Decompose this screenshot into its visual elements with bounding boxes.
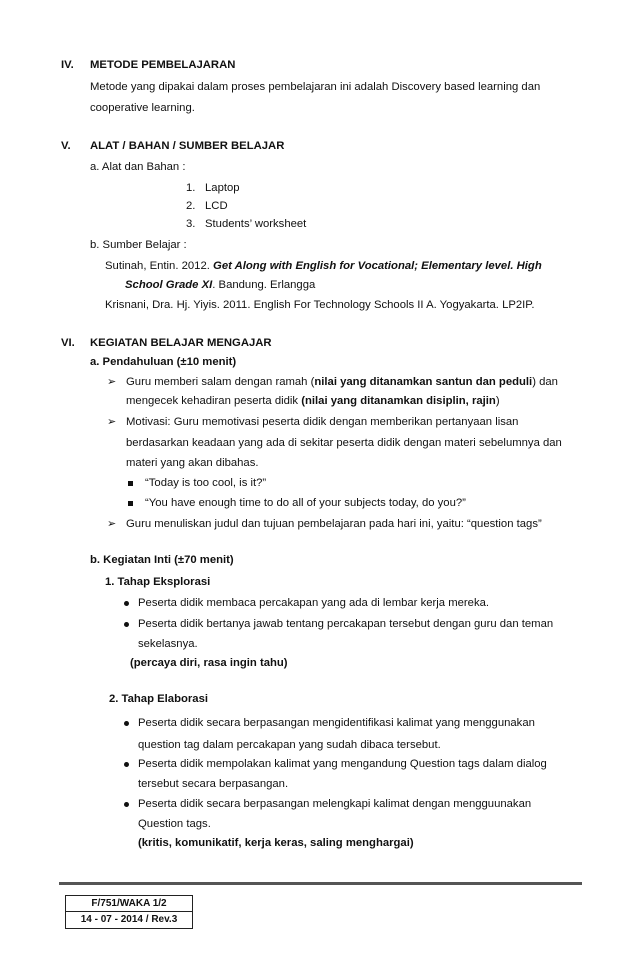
footer-form-code: F/751/WAKA 1/2	[91, 898, 167, 909]
exploration-title: 1. Tahap Eksplorasi	[105, 576, 211, 588]
opening-item-3: Guru menuliskan judul dan tujuan pembelajaran pada hari ini, yaitu: “question tags”	[126, 518, 542, 530]
reference-1-author: Sutinah, Entin. 2012.	[105, 260, 214, 272]
footer-box-divider	[66, 911, 192, 912]
elaboration-point-3-line2: Question tags.	[138, 818, 211, 830]
opening-item-2-line1: Motivasi: Guru memotivasi peserta didik dengan memberikan pertanyaan lisan	[126, 416, 519, 428]
text-run: )	[495, 395, 500, 407]
dot-bullet-icon	[124, 596, 129, 610]
text-run: mengecek kehadiran peserta didik	[126, 395, 302, 407]
text-run: Guru memberi salam dengan ramah (	[126, 376, 315, 388]
exploration-values: (percaya diri, rasa ingin tahu)	[130, 657, 288, 669]
question-example-1: “Today is too cool, is it?”	[145, 477, 267, 489]
opening-title: a. Pendahuluan (±10 menit)	[90, 356, 237, 368]
elaboration-values: (kritis, komunikatif, kerja keras, saling menghargai)	[138, 837, 414, 849]
elaboration-point-2-line1: Peserta didik mempolakan kalimat yang mengandung Question tags dalam dialog	[138, 758, 547, 770]
section-4-text-line2: cooperative learning.	[90, 102, 195, 114]
elaboration-point-1-line1: Peserta didik secara berpasangan mengidentifikasi kalimat yang menggunakan	[138, 717, 535, 729]
exploration-point-1: Peserta didik membaca percakapan yang ada di lembar kerja mereka.	[138, 597, 490, 609]
tool-item: Laptop	[205, 182, 240, 194]
tool-item: Students’ worksheet	[205, 218, 307, 230]
dot-bullet-icon	[124, 757, 129, 771]
exploration-point-2-line1: Peserta didik bertanya jawab tentang percakapan tersebut dengan guru dan teman	[138, 618, 554, 630]
arrow-bullet-icon: ➢	[107, 376, 117, 388]
tool-number: 1.	[186, 182, 196, 194]
elaboration-point-1-line2: question tag dalam percakapan yang sudah dibaca tersebut.	[138, 739, 441, 751]
opening-item-1-line2	[126, 394, 500, 408]
section-5-number: V.	[61, 140, 71, 152]
exploration-point-2-line2: sekelasnya.	[138, 638, 198, 650]
footer-divider	[59, 882, 582, 885]
tool-number: 3.	[186, 218, 196, 230]
reference-1-line1	[105, 259, 542, 273]
section-4-title: METODE PEMBELAJARAN	[90, 59, 236, 71]
core-activity-title: b. Kegiatan Inti (±70 menit)	[90, 554, 234, 566]
value-note: nilai yang ditanamkan santun dan peduli	[314, 376, 533, 388]
dot-bullet-icon	[124, 716, 129, 730]
text-run: ) dan	[532, 376, 558, 388]
tool-number: 2.	[186, 200, 196, 212]
arrow-bullet-icon: ➢	[107, 518, 117, 530]
opening-item-2-line2: berdasarkan keadaan yang ada di sekitar peserta didik dengan materi sebelumnya dan	[126, 437, 562, 449]
tool-item: LCD	[205, 200, 228, 212]
reference-1-line2	[125, 278, 315, 292]
section-4-number: IV.	[61, 59, 74, 71]
reference-1-book-title: Get Along with English for Vocational; Elementary level. High	[213, 260, 542, 272]
footer-document-box	[65, 895, 193, 929]
section-6-title: KEGIATAN BELAJAR MENGAJAR	[90, 337, 272, 349]
section-5-title: ALAT / BAHAN / SUMBER BELAJAR	[90, 140, 285, 152]
elaboration-title: 2. Tahap Elaborasi	[109, 693, 208, 705]
square-bullet-icon	[128, 496, 133, 510]
dot-bullet-icon	[124, 617, 129, 631]
opening-item-1-line1	[126, 375, 558, 389]
value-note: (nilai yang ditanamkan disiplin, rajin	[301, 395, 496, 407]
reference-1-book-title-cont: School Grade XI	[125, 279, 213, 291]
tools-label: a. Alat dan Bahan :	[90, 161, 186, 173]
arrow-bullet-icon: ➢	[107, 416, 117, 428]
section-6-number: VI.	[61, 337, 75, 349]
elaboration-point-2-line2: tersebut secara berpasangan.	[138, 778, 289, 790]
footer-revision-date: 14 - 07 - 2014 / Rev.3	[80, 914, 178, 925]
reference-2: Krisnani, Dra. Hj. Yiyis. 2011. English For Technology Schools II A. Yogyakarta. LP2IP.	[105, 299, 535, 311]
dot-bullet-icon	[124, 797, 129, 811]
question-example-2: “You have enough time to do all of your subjects today, do you?”	[145, 497, 466, 509]
reference-1-publisher: . Bandung. Erlangga	[212, 279, 316, 291]
square-bullet-icon	[128, 476, 133, 490]
sources-label: b. Sumber Belajar :	[90, 239, 187, 251]
opening-item-2-line3: materi yang akan dibahas.	[126, 457, 259, 469]
elaboration-point-3-line1: Peserta didik secara berpasangan melengkapi kalimat dengan mengguunakan	[138, 798, 532, 810]
section-4-text-line1: Metode yang dipakai dalam proses pembelajaran ini adalah Discovery based learning dan	[90, 81, 541, 93]
